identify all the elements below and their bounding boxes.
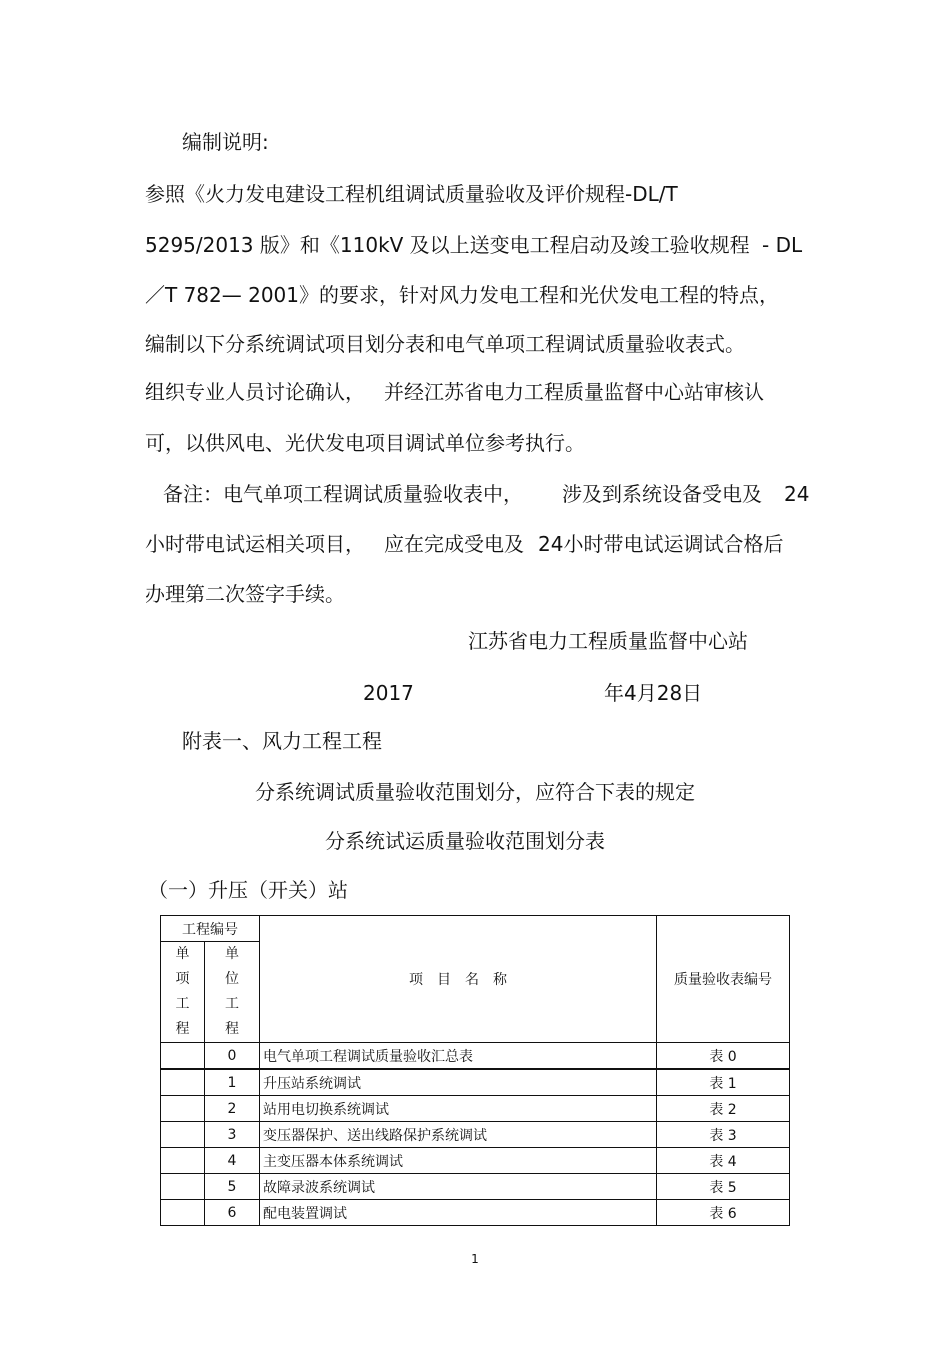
note-line-2c: 24小时带电试运调试合格后 (538, 532, 784, 556)
intro-line-6: 可，以供风电、光伏发电项目调试单位参考执行。 (145, 431, 585, 455)
col-header-form: 质量验收表编号 (657, 916, 790, 1043)
note-line-1a: 备注：电气单项工程调试质量验收表中， (163, 482, 523, 506)
intro-line-2: 5295/2013 版》和《110kV 及以上送变电工程启动及竣工验收规程 (145, 233, 750, 257)
intro-line-5b: 并经江苏省电力工程质量监督中心站审核认 (384, 380, 764, 404)
intro-line-5a: 组织专业人员讨论确认， (145, 380, 365, 404)
appendix-rule: 分系统调试质量验收范围划分，应符合下表的规定 (255, 780, 695, 804)
col-header-single: 单 项 工 程 (161, 942, 205, 1043)
col-header-name: 项 目 名 称 (260, 916, 657, 1043)
table-row: 3 变压器保护、送出线路保护系统调试 表 3 (161, 1122, 790, 1148)
appendix-title: 附表一、风力工程工程 (182, 729, 382, 753)
table-row: 1 升压站系统调试 表 1 (161, 1069, 790, 1096)
signature-date: 年4月28日 (604, 681, 703, 705)
table-row: 4 主变压器本体系统调试 表 4 (161, 1148, 790, 1174)
intro-heading: 编制说明: (182, 130, 269, 154)
signature-year: 2017 (363, 681, 414, 705)
table-title: 分系统试运质量验收范围划分表 (325, 829, 605, 853)
table-row: 0 电气单项工程调试质量验收汇总表 表 0 (161, 1043, 790, 1070)
division-table (160, 915, 790, 1226)
note-line-2a: 小时带电试运相关项目， (145, 532, 365, 556)
note-line-1c: 24 (784, 482, 810, 506)
note-line-2b: 应在完成受电及 (384, 532, 524, 556)
note-line-1b: 涉及到系统设备受电及 (562, 482, 762, 506)
table-row: 5 故障录波系统调试 表 5 (161, 1174, 790, 1200)
table-row: 2 站用电切换系统调试 表 2 (161, 1096, 790, 1122)
intro-line-2-tail: - DL (762, 233, 803, 257)
intro-line-1: 参照《火力发电建设工程机组调试质量验收及评价规程-DL/T (145, 182, 678, 206)
col-header-unit: 单 位 工 程 (205, 942, 260, 1043)
page-number: 1 (471, 1252, 479, 1266)
section-title: （一）升压（开关）站 (148, 878, 348, 902)
signature-org: 江苏省电力工程质量监督中心站 (468, 629, 748, 653)
group-header: 工程编号 (161, 916, 260, 942)
table-row: 6 配电装置调试 表 6 (161, 1200, 790, 1226)
intro-line-3: ／T 782— 2001》的要求，针对风力发电工程和光伏发电工程的特点， (145, 283, 780, 307)
intro-line-4: 编制以下分系统调试项目划分表和电气单项工程调试质量验收表式。 (145, 332, 745, 356)
note-line-3: 办理第二次签字手续。 (145, 582, 345, 606)
